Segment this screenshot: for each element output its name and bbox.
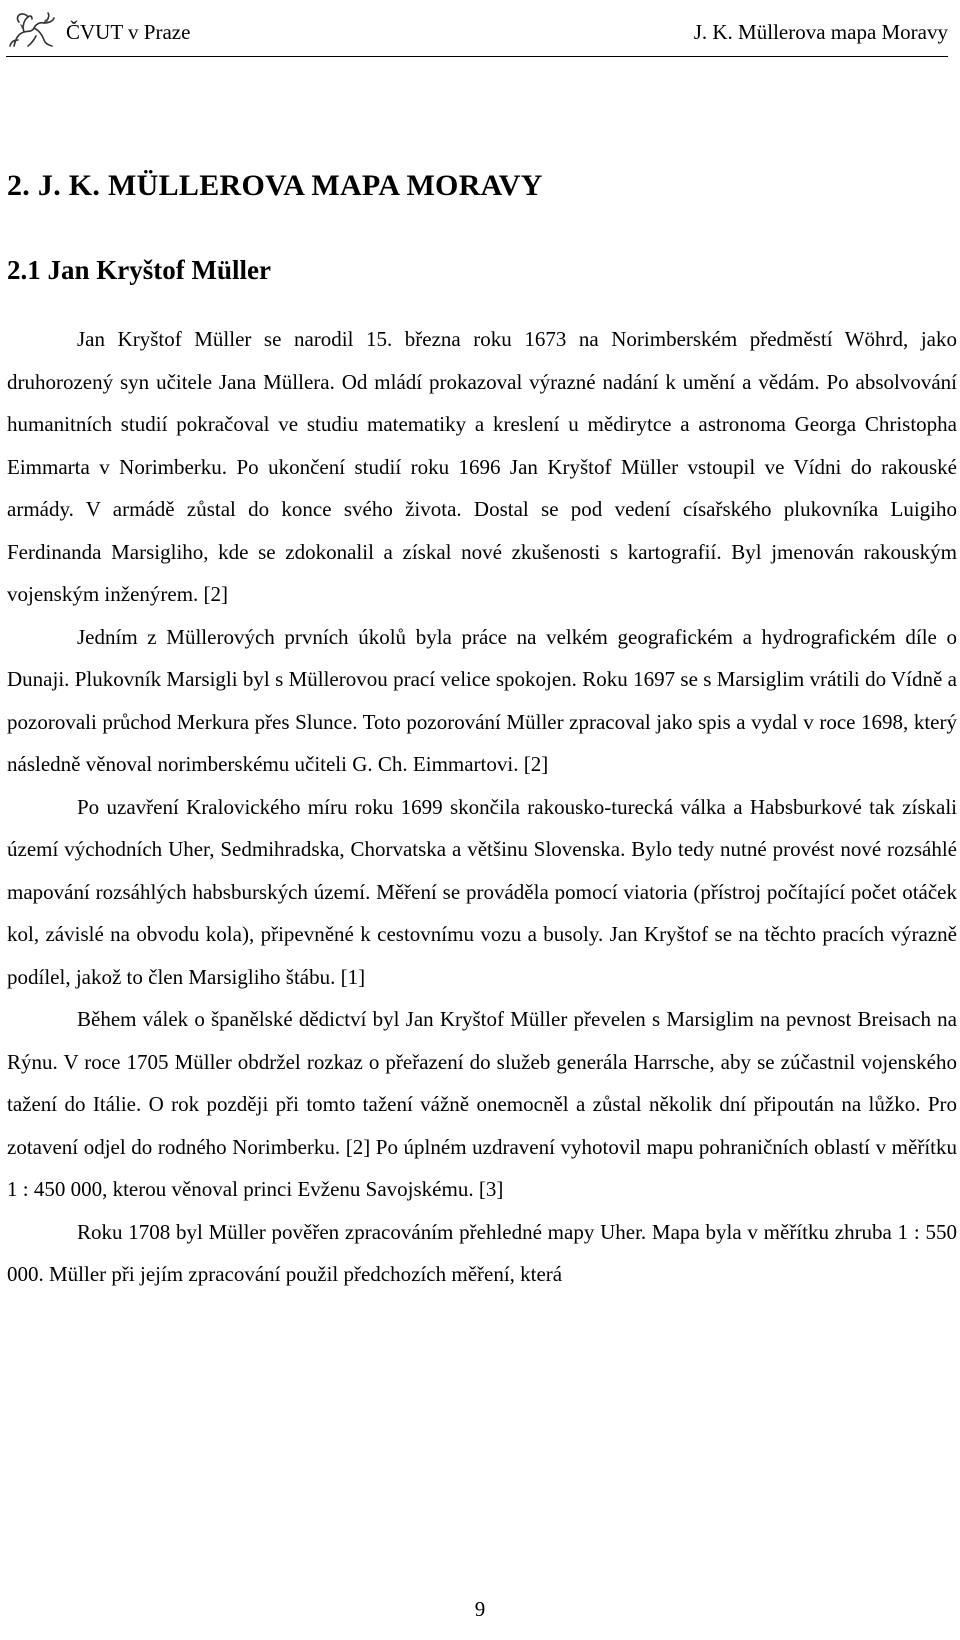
paragraph: Během válek o španělské dědictví byl Jan Kryštof Müller převelen s Marsiglim na pevnost Breisach na Rýnu. V roce 1705 Müller obdržel rozkaz o přeřazení do služeb generála Harrsche, aby se zúčastnil vojenského tažení do Itálie. O rok později při tomto tažení vážně onemocněl a zůstal několik dní připoután na lůžko. Pro zotavení odjel do rodného Norimberku. [2] Po úplném uzdravení vyhotovil mapu pohraničních oblastí v měřítku 1 : 450 000, kterou věnoval princi Evženu Savojskému. [3] (7, 1007, 957, 1201)
page-header (0, 8, 960, 52)
header-divider (6, 56, 948, 57)
section-title: 2.1 Jan Kryštof Müller (7, 255, 271, 285)
page-content (7, 160, 957, 1296)
header-institution: ČVUT v Praze (66, 20, 191, 44)
page-number: 9 (474, 1597, 486, 1621)
chapter-title: 2. J. K. MÜLLEROVA MAPA MORAVY (7, 169, 543, 202)
header-document-title: J. K. Müllerova mapa Moravy (693, 20, 948, 44)
paragraph: Jan Kryštof Müller se narodil 15. března roku 1673 na Norimberském předměstí Wöhrd, jako druhorozený syn učitele Jana Müllera. Od mládí prokazoval výrazné nadání k umění a vědám. Po absolvování humanitních studií pokračoval ve studiu matematiky a kreslení u mědirytce a astronoma Georga Christopha Eimmarta v Norimberku. Po ukončení studií roku 1696 Jan Kryštof Müller vstoupil ve Vídni do rakouské armády. V armádě zůstal do konce svého života. Dostal se pod vedení císařského plukovníka Luigiho Ferdinanda Marsigliho, kde se zdokonalil a získal nové zkušenosti s kartografií. Byl jmenován rakouským vojenským inženýrem. [2] (7, 327, 957, 606)
paragraph: Po uzavření Kralovického míru roku 1699 skončila rakousko-turecká válka a Habsburkové tak získali území východních Uher, Sedmihradska, Chorvatska a většinu Slovenska. Bylo tedy nutné provést nové rozsáhlé mapování rozsáhlých habsburských území. Měření se prováděla pomocí viatoria (přístroj počítající počet otáček kol, závislé na obvodu kola), připevněné k cestovnímu vozu a busoly. Jan Kryštof se na těchto pracích výrazně podílel, jakož to člen Marsigliho štábu. [1] (7, 794, 957, 989)
paragraph: Roku 1708 byl Müller pověřen zpracováním přehledné mapy Uher. Mapa byla v měřítku zhruba 1 : 550 000. Müller při jejím zpracování použil předchozích měření, která (7, 1219, 957, 1286)
paragraph: Jedním z Müllerových prvních úkolů byla práce na velkém geografickém a hydrografickém díle o Dunaji. Plukovník Marsigli byl s Müllerovou prací velice spokojen. Roku 1697 se s Marsiglim vrátili do Vídně a pozorovali průchod Merkura přes Slunce. Toto pozorování Müller zpracoval jako spis a vydal v roce 1698, který následně věnoval norimberskému učiteli G. Ch. Eimmartovi. [2] (7, 624, 957, 776)
section-body (7, 318, 957, 1296)
cvut-lion-emblem-icon (6, 10, 58, 50)
